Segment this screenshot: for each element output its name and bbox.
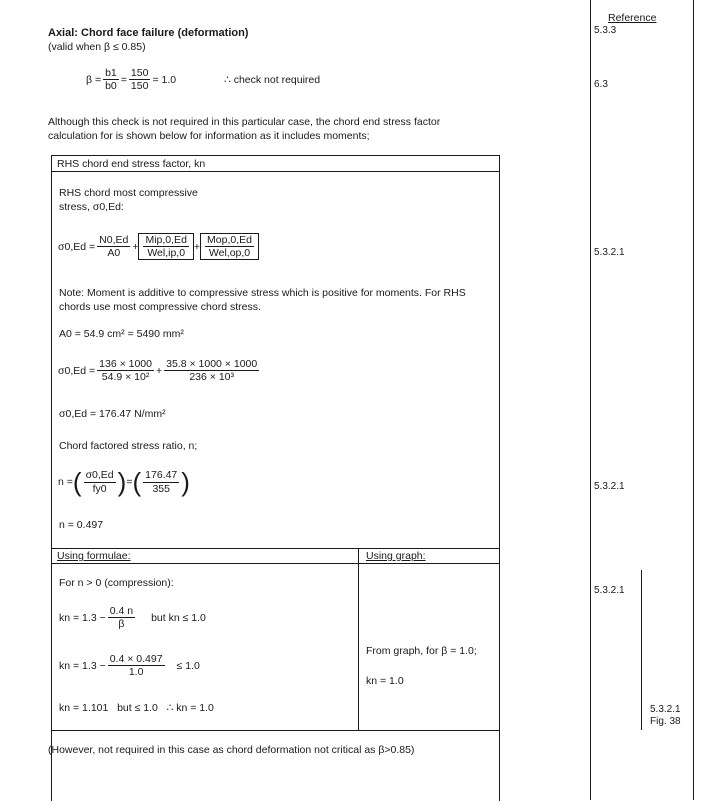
- using-graph-header: Using graph:: [366, 550, 426, 562]
- subtable-header-line: [51, 563, 499, 564]
- ratio-intro: Chord factored stress ratio, n;: [59, 440, 198, 452]
- section-title: Axial: Chord face failure (deformation): [48, 27, 249, 39]
- subtable-top-line: [51, 548, 499, 549]
- reference-5-3-2-1-b: 5.3.2.1: [594, 481, 625, 492]
- reference-5-3-2-1-a: 5.3.2.1: [594, 247, 625, 258]
- reference-5-3-3: 5.3.3: [594, 25, 617, 36]
- sigma-formula: σ0,Ed = $\frac{N0,Ed}{A0}$ + $\frac{\text{Mip,0,Ed}}{\text{Wel,ip,0}}$ + $\frac{\text{Mop,0,Ed}}{\text{Wel,op,0}}$: [58, 233, 259, 260]
- sigma-result: σ0,Ed = 176.47 N/mm²: [59, 408, 166, 420]
- n-result: n = 0.497: [59, 519, 104, 531]
- explanation-paragraph: Although this check is not required in this particular case, the chord end stress factor calculation for is shown below for information as it includes moments;: [48, 116, 441, 142]
- right-margin-line: [693, 0, 694, 800]
- box-title: RHS chord end stress factor, kn: [57, 158, 206, 170]
- reference-5-3-2-1-c: 5.3.2.1: [594, 585, 625, 596]
- reference-5-3-2-1-d: 5.3.2.1: [650, 704, 681, 715]
- reference-header: Reference: [608, 12, 657, 24]
- kn-result: kn = 1.101 but ≤ 1.0 ∴ kn = 1.0: [59, 702, 214, 714]
- footer-note: (However, not required in this case as chord deformation not critical as β>0.85): [48, 744, 415, 756]
- reference-6-3: 6.3: [594, 79, 608, 90]
- beta-equation: β = $\frac{b1}{b0}$ = $\frac{150}{150}$ = 1.0 ∴ check not required: [86, 67, 321, 93]
- reference-column-divider: [590, 0, 591, 800]
- ratio-formula: n = ( $\frac{\sigma 0,Ed}{fy0}$ ) = ( $\frac{176.47}{355}$ ): [58, 467, 190, 497]
- kn-calculation: kn = 1.3 − $\frac{0.4 \times 0.497}{1.0}$ ≤ 1.0: [59, 653, 200, 679]
- graph-result: kn = 1.0: [366, 675, 404, 687]
- using-formulae-header: Using formulae:: [57, 550, 131, 562]
- reference-fig-38: Fig. 38: [650, 716, 681, 727]
- graph-text: From graph, for β = 1.0;: [366, 645, 477, 657]
- moment-note: Note: Moment is additive to compressive stress which is positive for moments. For RHS chords use most compressive chord stress.: [59, 287, 466, 313]
- validity-note: (valid when β ≤ 0.85): [48, 41, 146, 53]
- compression-line: For n > 0 (compression):: [59, 577, 174, 589]
- stress-intro: RHS chord most compressive stress, σ0,Ed:: [59, 187, 198, 214]
- area-line: A0 = 54.9 cm² = 5490 mm²: [59, 328, 184, 340]
- subtable-column-divider: [358, 548, 359, 730]
- subtable-bottom-line: [51, 730, 499, 731]
- kn-formula: kn = 1.3 − $\frac{0.4 n}{\beta}$ but kn ≤ 1.0: [59, 605, 206, 631]
- box-title-divider: [51, 171, 499, 172]
- sigma-calculation: σ0,Ed = $\frac{136 \times 1000}{\text{54.9 × 10²}}$ + $\frac{35.8 \times 1000 \times 1000}{\text{236 × 10³}}$: [58, 358, 258, 384]
- reference-sub-line: [641, 570, 642, 730]
